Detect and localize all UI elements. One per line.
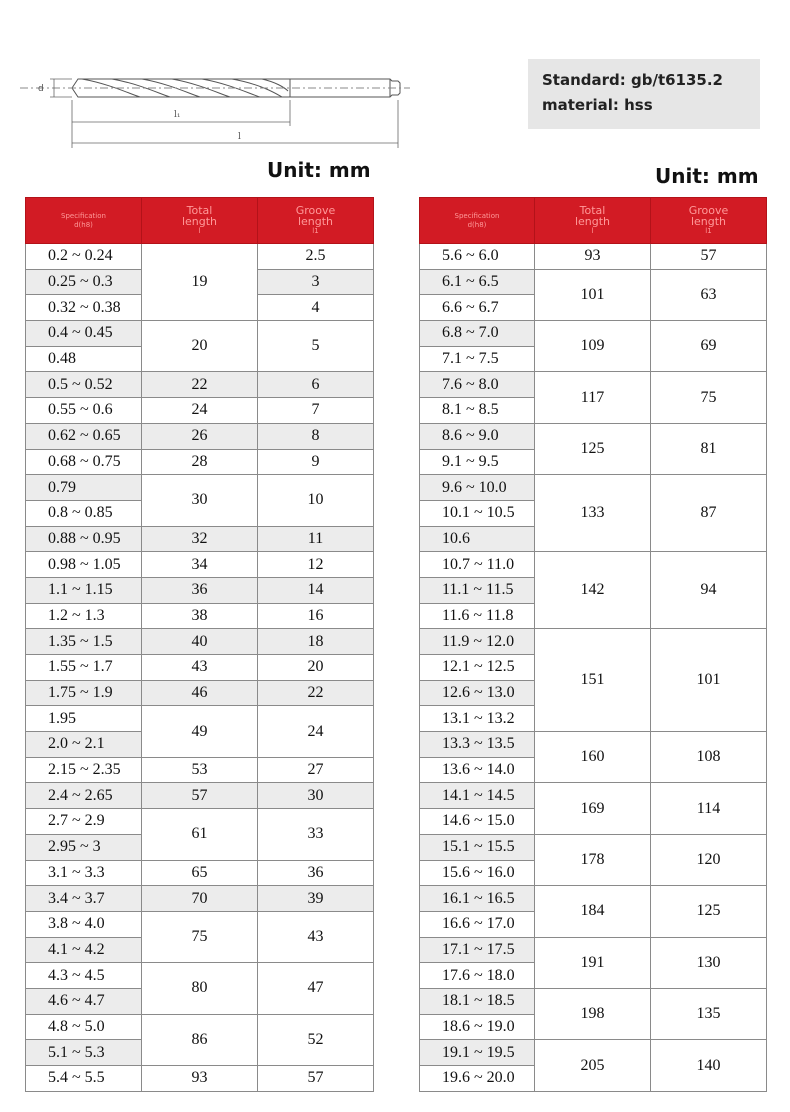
total-length-cell: 34 xyxy=(142,552,258,578)
table-header-row xyxy=(420,198,767,244)
table-row xyxy=(420,937,767,963)
spec-cell: 0.68 ~ 0.75 xyxy=(26,449,142,475)
groove-length-cell: 36 xyxy=(258,860,374,886)
spec-cell: 13.6 ~ 14.0 xyxy=(420,757,535,783)
total-length-cell: 40 xyxy=(142,629,258,655)
groove-length-cell: 7 xyxy=(258,398,374,424)
total-length-cell: 49 xyxy=(142,706,258,757)
total-length-cell: 93 xyxy=(535,244,651,270)
spec-cell: 1.1 ~ 1.15 xyxy=(26,577,142,603)
groove-length-cell: 27 xyxy=(258,757,374,783)
spec-cell: 3.8 ~ 4.0 xyxy=(26,911,142,937)
spec-cell: 7.1 ~ 7.5 xyxy=(420,346,535,372)
drill-bit-drawing xyxy=(20,79,410,97)
total-length-cell: 20 xyxy=(142,321,258,372)
spec-cell: 0.25 ~ 0.3 xyxy=(26,269,142,295)
drill-diagram xyxy=(20,60,410,155)
table-row xyxy=(26,1066,374,1092)
spec-cell: 18.6 ~ 19.0 xyxy=(420,1014,535,1040)
table-row xyxy=(420,552,767,578)
table-row xyxy=(26,860,374,886)
total-length-cell: 125 xyxy=(535,423,651,474)
total-length-cell: 30 xyxy=(142,475,258,526)
total-length-cell: 184 xyxy=(535,886,651,937)
groove-length-cell: 20 xyxy=(258,655,374,681)
table-row xyxy=(26,398,374,424)
total-length-cell: 61 xyxy=(142,809,258,860)
spec-table-left xyxy=(25,197,374,1092)
unit-label-right: Unit: mm xyxy=(655,164,759,188)
standard-info-box xyxy=(528,59,760,129)
table-row xyxy=(420,269,767,295)
total-length-cell: 53 xyxy=(142,757,258,783)
groove-length-cell: 2.5 xyxy=(258,244,374,270)
groove-length-cell: 16 xyxy=(258,603,374,629)
groove-length-cell: 9 xyxy=(258,449,374,475)
spec-cell: 15.1 ~ 15.5 xyxy=(420,834,535,860)
table-row xyxy=(420,988,767,1014)
groove-length-cell: 63 xyxy=(651,269,767,320)
total-length-cell: 151 xyxy=(535,629,651,732)
table-row xyxy=(26,629,374,655)
spec-cell: 0.8 ~ 0.85 xyxy=(26,500,142,526)
groove-length-cell: 81 xyxy=(651,423,767,474)
spec-cell: 4.8 ~ 5.0 xyxy=(26,1014,142,1040)
spec-cell: 0.55 ~ 0.6 xyxy=(26,398,142,424)
spec-cell: 3.1 ~ 3.3 xyxy=(26,860,142,886)
table-row xyxy=(26,655,374,681)
groove-length-cell: 5 xyxy=(258,321,374,372)
spec-cell: 2.7 ~ 2.9 xyxy=(26,809,142,835)
groove-length-cell: 57 xyxy=(258,1066,374,1092)
groove-length-cell: 33 xyxy=(258,809,374,860)
groove-length-cell: 22 xyxy=(258,680,374,706)
groove-length-cell: 94 xyxy=(651,552,767,629)
spec-cell: 0.62 ~ 0.65 xyxy=(26,423,142,449)
spec-cell: 0.79 xyxy=(26,475,142,501)
total-length-cell: 86 xyxy=(142,1014,258,1065)
groove-length-cell: 14 xyxy=(258,577,374,603)
spec-cell: 11.9 ~ 12.0 xyxy=(420,629,535,655)
total-length-label: l xyxy=(238,132,241,142)
spec-cell: 10.7 ~ 11.0 xyxy=(420,552,535,578)
spec-cell: 0.5 ~ 0.52 xyxy=(26,372,142,398)
spec-cell: 11.6 ~ 11.8 xyxy=(420,603,535,629)
groove-length-cell: 6 xyxy=(258,372,374,398)
groove-length-cell: 11 xyxy=(258,526,374,552)
groove-length-cell: 47 xyxy=(258,963,374,1014)
spec-cell: 17.1 ~ 17.5 xyxy=(420,937,535,963)
spec-cell: 2.15 ~ 2.35 xyxy=(26,757,142,783)
total-length-cell: 109 xyxy=(535,321,651,372)
total-length-cell: 70 xyxy=(142,886,258,912)
spec-cell: 0.2 ~ 0.24 xyxy=(26,244,142,270)
spec-cell: 14.1 ~ 14.5 xyxy=(420,783,535,809)
spec-cell: 5.4 ~ 5.5 xyxy=(26,1066,142,1092)
groove-length-cell: 8 xyxy=(258,423,374,449)
spec-cell: 8.6 ~ 9.0 xyxy=(420,423,535,449)
table-row xyxy=(420,732,767,758)
groove-length-cell: 125 xyxy=(651,886,767,937)
spec-cell: 6.8 ~ 7.0 xyxy=(420,321,535,347)
spec-cell: 12.1 ~ 12.5 xyxy=(420,655,535,681)
total-length-cell: 19 xyxy=(142,244,258,321)
groove-length-label: l₁ xyxy=(174,110,181,120)
table-header-row xyxy=(26,198,374,244)
spec-cell: 17.6 ~ 18.0 xyxy=(420,963,535,989)
table-row xyxy=(26,783,374,809)
material-text: material: hss xyxy=(542,96,653,114)
total-length-cell: 178 xyxy=(535,834,651,885)
total-length-cell: 169 xyxy=(535,783,651,834)
spec-cell: 0.32 ~ 0.38 xyxy=(26,295,142,321)
total-length-cell: 133 xyxy=(535,475,651,552)
table-row xyxy=(420,783,767,809)
spec-cell: 16.6 ~ 17.0 xyxy=(420,911,535,937)
total-length-cell: 191 xyxy=(535,937,651,988)
table-row xyxy=(420,834,767,860)
total-length-cell: 93 xyxy=(142,1066,258,1092)
table-row xyxy=(26,423,374,449)
total-length-cell: 80 xyxy=(142,963,258,1014)
groove-length-cell: 87 xyxy=(651,475,767,552)
total-length-cell: 57 xyxy=(142,783,258,809)
groove-length-cell: 4 xyxy=(258,295,374,321)
table-row xyxy=(420,629,767,655)
header-groove-length: Groove length l1 xyxy=(258,198,374,244)
total-length-cell: 160 xyxy=(535,732,651,783)
total-length-cell: 46 xyxy=(142,680,258,706)
table-row xyxy=(26,809,374,835)
spec-cell: 7.6 ~ 8.0 xyxy=(420,372,535,398)
groove-length-cell: 108 xyxy=(651,732,767,783)
spec-cell: 1.35 ~ 1.5 xyxy=(26,629,142,655)
groove-length-cell: 39 xyxy=(258,886,374,912)
total-length-cell: 24 xyxy=(142,398,258,424)
total-length-cell: 26 xyxy=(142,423,258,449)
table-row xyxy=(26,603,374,629)
spec-cell: 13.1 ~ 13.2 xyxy=(420,706,535,732)
spec-cell: 3.4 ~ 3.7 xyxy=(26,886,142,912)
groove-length-cell: 52 xyxy=(258,1014,374,1065)
table-row xyxy=(26,706,374,732)
table-row xyxy=(420,321,767,347)
total-length-cell: 43 xyxy=(142,655,258,681)
table-row xyxy=(26,1014,374,1040)
spec-cell: 4.6 ~ 4.7 xyxy=(26,988,142,1014)
total-length-cell: 32 xyxy=(142,526,258,552)
spec-cell: 2.95 ~ 3 xyxy=(26,834,142,860)
spec-cell: 1.75 ~ 1.9 xyxy=(26,680,142,706)
total-length-cell: 36 xyxy=(142,577,258,603)
groove-length-cell: 24 xyxy=(258,706,374,757)
spec-cell: 0.88 ~ 0.95 xyxy=(26,526,142,552)
total-length-cell: 28 xyxy=(142,449,258,475)
table-row xyxy=(26,680,374,706)
spec-cell: 1.2 ~ 1.3 xyxy=(26,603,142,629)
table-row xyxy=(26,552,374,578)
table-row xyxy=(26,963,374,989)
header-specification: Specification d(h8) xyxy=(420,198,535,244)
spec-cell: 12.6 ~ 13.0 xyxy=(420,680,535,706)
standard-text: Standard: gb/t6135.2 xyxy=(542,71,723,89)
header-specification: Specification d(h8) xyxy=(26,198,142,244)
unit-label-left: Unit: mm xyxy=(267,158,371,182)
total-length-cell: 75 xyxy=(142,911,258,962)
spec-cell: 14.6 ~ 15.0 xyxy=(420,809,535,835)
header-groove-length: Groove length l1 xyxy=(651,198,767,244)
table-row xyxy=(26,526,374,552)
total-length-cell: 198 xyxy=(535,988,651,1039)
groove-length-cell: 101 xyxy=(651,629,767,732)
spec-cell: 19.1 ~ 19.5 xyxy=(420,1040,535,1066)
spec-cell: 8.1 ~ 8.5 xyxy=(420,398,535,424)
total-length-cell: 142 xyxy=(535,552,651,629)
spec-cell: 6.6 ~ 6.7 xyxy=(420,295,535,321)
table-row xyxy=(420,886,767,912)
spec-cell: 4.3 ~ 4.5 xyxy=(26,963,142,989)
groove-length-cell: 75 xyxy=(651,372,767,423)
header-total-length: Total length l xyxy=(535,198,651,244)
groove-length-cell: 69 xyxy=(651,321,767,372)
groove-length-cell: 140 xyxy=(651,1040,767,1091)
spec-cell: 16.1 ~ 16.5 xyxy=(420,886,535,912)
spec-cell: 10.1 ~ 10.5 xyxy=(420,500,535,526)
table-row xyxy=(26,911,374,937)
table-row xyxy=(26,577,374,603)
spec-cell: 9.6 ~ 10.0 xyxy=(420,475,535,501)
spec-cell: 0.98 ~ 1.05 xyxy=(26,552,142,578)
spec-table-right xyxy=(419,197,767,1092)
groove-length-cell: 18 xyxy=(258,629,374,655)
spec-cell: 6.1 ~ 6.5 xyxy=(420,269,535,295)
spec-cell: 2.0 ~ 2.1 xyxy=(26,732,142,758)
total-length-cell: 65 xyxy=(142,860,258,886)
groove-length-cell: 12 xyxy=(258,552,374,578)
header-total-length: Total length l xyxy=(142,198,258,244)
diameter-label: d xyxy=(38,84,44,94)
spec-cell: 5.1 ~ 5.3 xyxy=(26,1040,142,1066)
spec-cell: 4.1 ~ 4.2 xyxy=(26,937,142,963)
table-row xyxy=(26,372,374,398)
spec-cell: 1.95 xyxy=(26,706,142,732)
spec-cell: 15.6 ~ 16.0 xyxy=(420,860,535,886)
spec-cell: 18.1 ~ 18.5 xyxy=(420,988,535,1014)
table-row xyxy=(26,757,374,783)
groove-length-cell: 120 xyxy=(651,834,767,885)
groove-length-cell: 114 xyxy=(651,783,767,834)
spec-cell: 11.1 ~ 11.5 xyxy=(420,577,535,603)
table-row xyxy=(420,423,767,449)
spec-cell: 1.55 ~ 1.7 xyxy=(26,655,142,681)
table-row xyxy=(420,1040,767,1066)
table-row xyxy=(26,244,374,270)
table-row xyxy=(26,475,374,501)
total-length-cell: 22 xyxy=(142,372,258,398)
groove-length-cell: 135 xyxy=(651,988,767,1039)
table-row xyxy=(26,886,374,912)
spec-cell: 0.48 xyxy=(26,346,142,372)
spec-cell: 5.6 ~ 6.0 xyxy=(420,244,535,270)
groove-length-cell: 43 xyxy=(258,911,374,962)
groove-length-cell: 30 xyxy=(258,783,374,809)
groove-length-cell: 3 xyxy=(258,269,374,295)
spec-cell: 0.4 ~ 0.45 xyxy=(26,321,142,347)
groove-length-cell: 10 xyxy=(258,475,374,526)
table-row xyxy=(26,321,374,347)
table-row xyxy=(420,372,767,398)
groove-length-cell: 57 xyxy=(651,244,767,270)
spec-cell: 9.1 ~ 9.5 xyxy=(420,449,535,475)
total-length-cell: 205 xyxy=(535,1040,651,1091)
total-length-cell: 117 xyxy=(535,372,651,423)
total-length-cell: 101 xyxy=(535,269,651,320)
dimension-lines xyxy=(50,79,398,148)
table-row xyxy=(26,449,374,475)
table-row xyxy=(420,475,767,501)
total-length-cell: 38 xyxy=(142,603,258,629)
groove-length-cell: 130 xyxy=(651,937,767,988)
table-row xyxy=(420,244,767,270)
spec-cell: 2.4 ~ 2.65 xyxy=(26,783,142,809)
spec-cell: 19.6 ~ 20.0 xyxy=(420,1066,535,1092)
spec-cell: 13.3 ~ 13.5 xyxy=(420,732,535,758)
spec-cell: 10.6 xyxy=(420,526,535,552)
